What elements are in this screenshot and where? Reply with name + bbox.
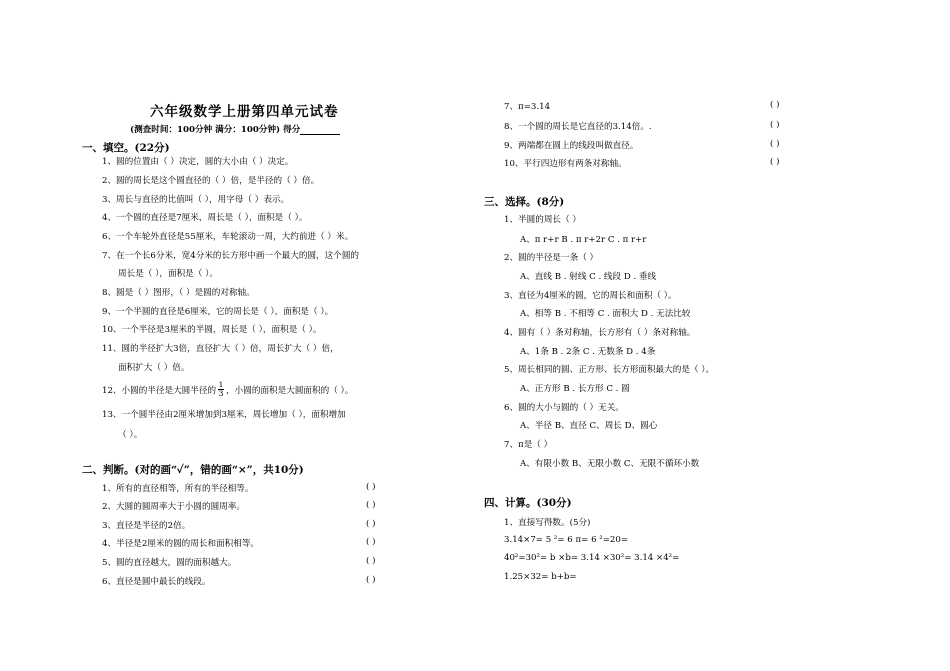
judge-item-3: 3、直径是半径的2倍。: [102, 521, 191, 531]
exam-title: 六年级数学上册第四单元试卷: [150, 104, 339, 120]
judge-item-2: 2、大圆的圆周率大于小圆的圆周率。: [102, 502, 245, 512]
choice-q6-options: A、半径 B、直径 C、周长 D、圆心: [520, 421, 658, 431]
judge-item-10: 10、平行四边形有两条对称轴。: [504, 159, 627, 169]
choice-q7-options: A、有限小数 B、无限小数 C、无限不循环小数: [520, 459, 700, 469]
choice-q2: 2、圆的半径是一条（ ）: [504, 253, 599, 263]
judge-item-4: 4、半径是2厘米的圆的周长和面积相等。: [102, 539, 260, 549]
fill-item-2: 2、圆的周长是这个圆直径的（ ）倍，是半径的（ ）倍。: [102, 176, 320, 186]
fill-item-9: 9、一个半圆的直径是6厘米，它的周长是（ ），面积是（ ）。: [102, 307, 334, 317]
judge-answer-4[interactable]: ( ): [366, 537, 376, 547]
judge-item-8: 8、一个圆的周长是它直径的3.14倍。.: [504, 122, 652, 132]
choice-q3: 3、直径为4厘米的圆，它的周长和面积（ ）。: [504, 291, 677, 301]
fill-item-1: 1、圆的位置由（ ）决定，圆的大小由（ ）决定。: [102, 157, 294, 167]
score-blank[interactable]: [300, 124, 340, 135]
judge-answer-10[interactable]: ( ): [770, 157, 780, 167]
calc-row-2: 40²=30²= b ×b= 3.14 ×30²= 3.14 ×4²=: [504, 553, 680, 563]
judge-answer-7[interactable]: ( ): [770, 100, 780, 110]
judge-item-9: 9、两端都在圆上的线段叫做直径。: [504, 141, 639, 151]
fraction-numerator: 1: [218, 380, 224, 389]
choice-q5-options: A、正方形 B . 长方形 C . 圆: [520, 384, 630, 394]
fill-item-4: 4、一个圆的直径是7厘米，周长是（ ），面积是（ ）。: [102, 213, 308, 223]
fill-item-7: 7、在一个长6分米，宽4分米的长方形中画一个最大的圆，这个圆的: [102, 251, 360, 261]
judge-answer-9[interactable]: ( ): [770, 139, 780, 149]
judge-answer-2[interactable]: ( ): [366, 500, 376, 510]
section-choice-title: 三、选择。(8分): [484, 196, 565, 208]
fill-item-12-text-a: 12、小圆的半径是大圆半径的: [102, 385, 217, 396]
fill-item-12-text-b: ，小圆的面积是大圆面积的（ ）。: [226, 385, 354, 396]
judge-answer-5[interactable]: ( ): [366, 556, 376, 566]
choice-q4: 4、圆有（ ）条对称轴，长方形有（ ）条对称轴。: [504, 328, 696, 338]
fill-item-11: 11、圆的半径扩大3倍，直径扩大（ ）倍，周长扩大（ ）倍，: [102, 344, 339, 354]
judge-answer-1[interactable]: ( ): [366, 482, 376, 492]
fraction-denominator: 3: [218, 389, 224, 398]
calc-instruction: 1、直接写得数。(5分): [504, 518, 591, 528]
choice-q1: 1、半圆的周长（ ）: [504, 215, 581, 225]
judge-answer-8[interactable]: ( ): [770, 120, 780, 130]
fill-item-3: 3、周长与直径的比值叫（ ），用字母（ ）表示。: [102, 195, 290, 205]
choice-q3-options: A、相等 B . 不相等 C . 面积大 D . 无法比较: [520, 309, 691, 319]
judge-item-7: 7、π=3.14: [504, 102, 551, 112]
choice-q2-options: A、直线 B . 射线 C . 线段 D . 垂线: [520, 272, 657, 282]
fill-item-10: 10、一个半径是3厘米的半圆，周长是（ ），面积是（ ）。: [102, 325, 322, 335]
judge-answer-3[interactable]: ( ): [366, 519, 376, 529]
fill-item-13-cont: （ ）。: [118, 430, 143, 440]
choice-q6: 6、圆的大小与圆的（ ）无关。: [504, 403, 624, 413]
choice-q5: 5、周长相同的圆、正方形、长方形面积最大的是（ ）。: [504, 365, 715, 375]
judge-item-5: 5、圆的直径越大，圆的面积越大。: [102, 558, 237, 568]
fill-item-6: 6、一个车轮外直径是55厘米，车轮滚动一周，大约前进（ ）米。: [102, 232, 354, 242]
section-judge-title: 二、判断。(对的画“✓”，错的画“×”，共10分): [82, 464, 304, 476]
choice-q4-options: A、1条 B . 2条 C . 无数条 D . 4条: [520, 347, 656, 357]
subtitle-text: (测查时间：100分钟 满分：100分钟) 得分: [130, 125, 301, 135]
fill-item-7-cont: 周长是（ ），面积是（ ）。: [118, 269, 218, 279]
calc-row-3: 1.25×32= b+b=: [504, 572, 577, 582]
choice-q1-options: A、π r+r B . π r+2r C . π r+r: [520, 235, 647, 245]
section-calc-title: 四、计算。(30分): [484, 497, 572, 509]
choice-q7: 7、π是（ ）: [504, 440, 553, 450]
fill-item-8: 8、圆是（ ）图形，（ ）是圆的对称轴。: [102, 288, 255, 298]
calc-row-1: 3.14×7= 5 ²= 6 π= 6 ²=20=: [504, 535, 629, 545]
judge-item-1: 1、所有的直径相等，所有的半径相等。: [102, 484, 254, 494]
fill-item-11-cont: 面积扩大（ ）倍。: [118, 363, 190, 373]
fill-item-12: [102, 381, 353, 398]
judge-answer-6[interactable]: ( ): [366, 575, 376, 585]
fill-item-13: 13、一个圆半径由2厘米增加到3厘米，周长增加（ ），面积增加: [102, 410, 346, 420]
exam-subtitle: [130, 123, 340, 135]
section-fill-title: 一、填空。(22分): [82, 142, 170, 154]
judge-item-6: 6、直径是圆中最长的线段。: [102, 577, 211, 587]
fraction-one-third: [218, 381, 224, 398]
